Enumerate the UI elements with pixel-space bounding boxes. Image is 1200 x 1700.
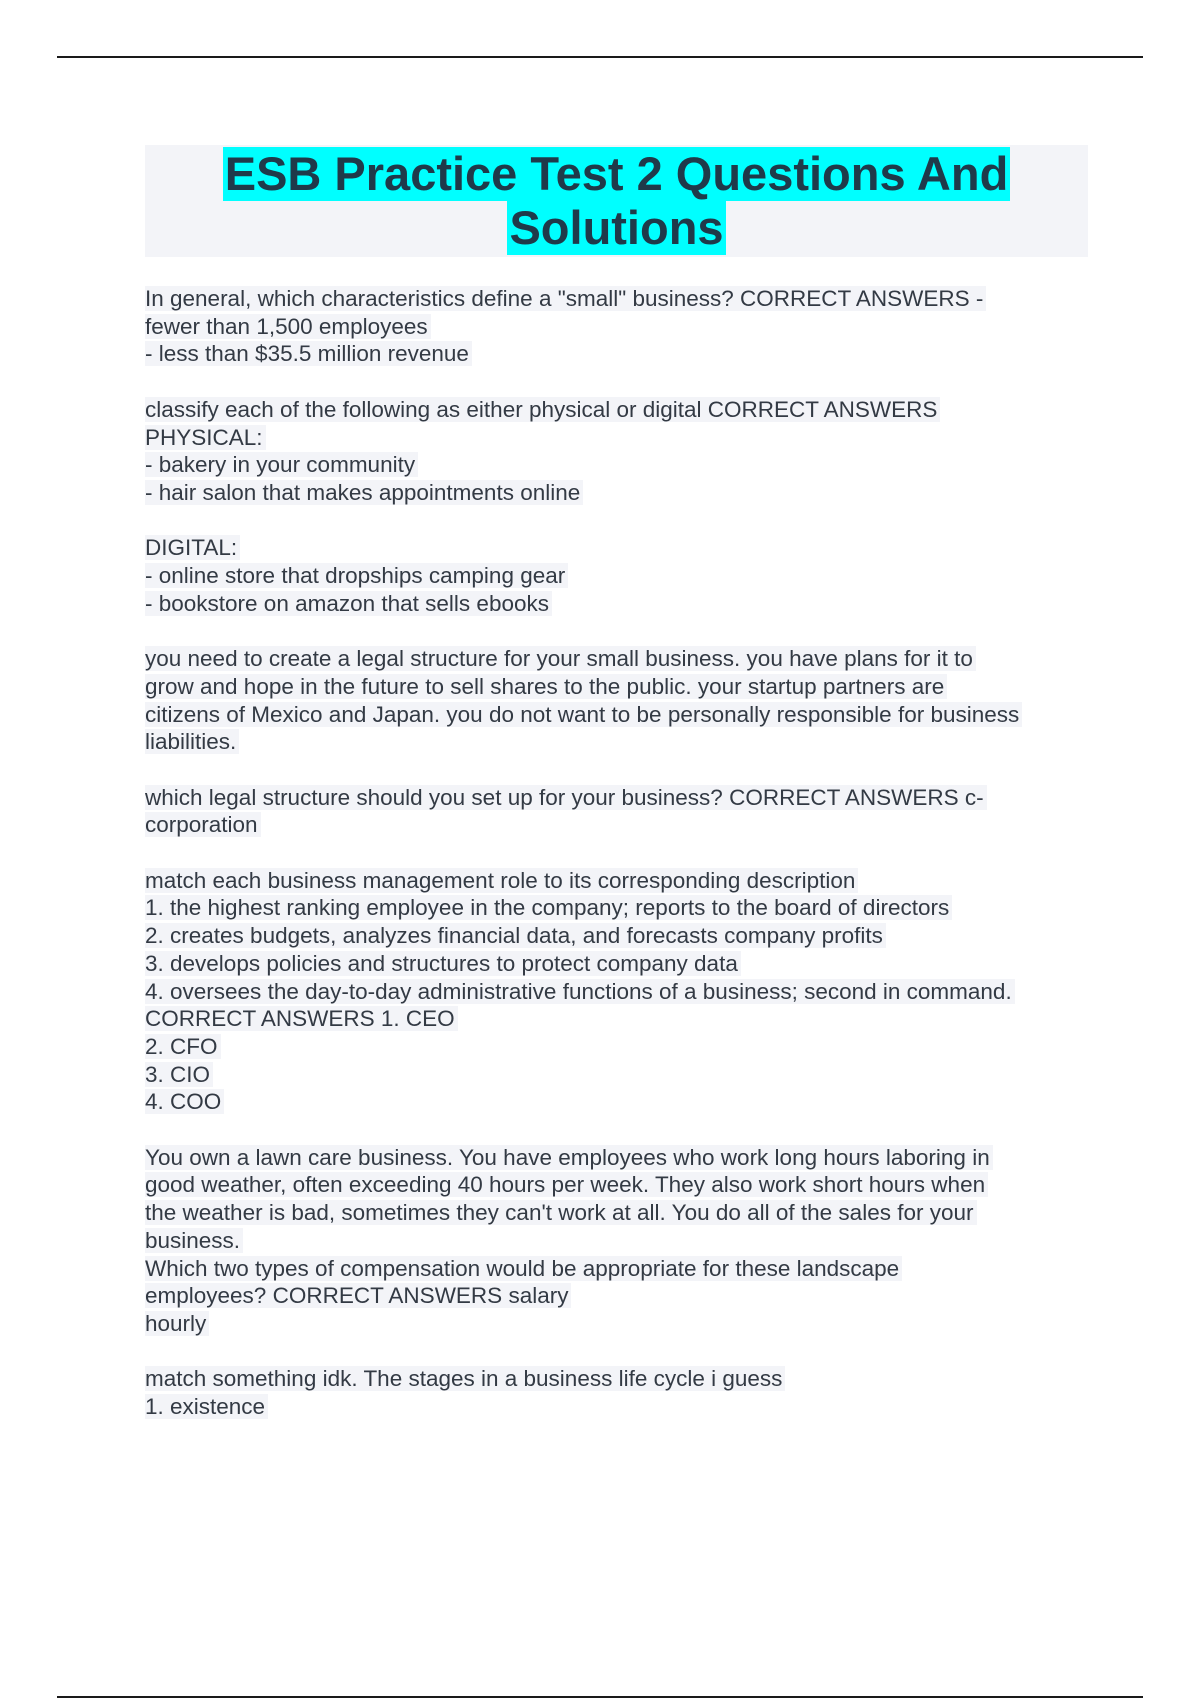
text-line-wrap [145,534,1095,562]
text-line-wrap [145,479,1095,507]
qa-paragraph [145,645,1095,756]
text-line: You own a lawn care business. You have employees who work long hours laboring in [145,1145,993,1170]
text-line: business. [145,1228,243,1253]
text-line-wrap [145,978,1095,1006]
top-rule [57,56,1143,58]
text-line-wrap [145,590,1095,618]
title-line-2-wrap [145,201,1088,255]
text-line: 1. existence [145,1394,268,1419]
text-line: In general, which characteristics define a "small" business? CORRECT ANSWERS - [145,286,986,311]
text-line-wrap [145,340,1095,368]
text-line: Which two types of compensation would be appropriate for these landscape [145,1256,902,1281]
text-line-wrap [145,1255,1095,1283]
text-line-wrap [145,313,1095,341]
text-line: 1. the highest ranking employee in the company; reports to the board of directors [145,895,952,920]
text-line: citizens of Mexico and Japan. you do not want to be personally responsible for business [145,702,1022,727]
text-line-wrap [145,1365,1095,1393]
text-line: the weather is bad, sometimes they can't work at all. You do all of the sales for your [145,1200,977,1225]
text-line: - online store that dropships camping gear [145,563,568,588]
text-line-wrap [145,701,1095,729]
text-line-wrap [145,950,1095,978]
text-line-wrap [145,562,1095,590]
text-line: grow and hope in the future to sell shares to the public. your startup partners are [145,674,947,699]
text-line: classify each of the following as either physical or digital CORRECT ANSWERS [145,397,940,422]
text-line: liabilities. [145,729,239,754]
text-line: match each business management role to its corresponding description [145,868,858,893]
text-line: which legal structure should you set up for your business? CORRECT ANSWERS c- [145,785,987,810]
qa-paragraph [145,534,1095,617]
text-line: PHYSICAL: [145,425,266,450]
text-line: 4. oversees the day-to-day administrative functions of a business; second in command. [145,979,1015,1004]
text-line: - bakery in your community [145,452,418,477]
text-line: good weather, often exceeding 40 hours per week. They also work short hours when [145,1172,988,1197]
text-line-wrap [145,1144,1095,1172]
qa-paragraph [145,784,1095,839]
qa-paragraph [145,1144,1095,1338]
text-line-wrap [145,1171,1095,1199]
title-block [145,145,1088,257]
bottom-rule [57,1696,1143,1698]
title-line-1-wrap [145,145,1088,201]
text-line: employees? CORRECT ANSWERS salary [145,1283,571,1308]
text-line-wrap [145,1227,1095,1255]
text-line-wrap [145,1061,1095,1089]
text-line-wrap [145,922,1095,950]
document-body [145,285,1095,1448]
text-line: 4. COO [145,1089,224,1114]
text-line: CORRECT ANSWERS 1. CEO [145,1006,458,1031]
text-line: - bookstore on amazon that sells ebooks [145,591,552,616]
text-line-wrap [145,1282,1095,1310]
text-line-wrap [145,673,1095,701]
qa-paragraph [145,285,1095,368]
qa-paragraph [145,396,1095,507]
qa-paragraph [145,1365,1095,1420]
text-line: match something idk. The stages in a business life cycle i guess [145,1366,785,1391]
text-line-wrap [145,811,1095,839]
text-line-wrap [145,1005,1095,1033]
page-title-line-2: Solutions [509,201,724,254]
text-line-wrap [145,867,1095,895]
text-line: - less than $35.5 million revenue [145,341,472,366]
text-line: 2. creates budgets, analyzes financial data, and forecasts company profits [145,923,886,948]
text-line: hourly [145,1311,209,1336]
text-line-wrap [145,424,1095,452]
text-line-wrap [145,645,1095,673]
text-line-wrap [145,451,1095,479]
text-line-wrap [145,1199,1095,1227]
text-line: DIGITAL: [145,535,240,560]
text-line-wrap [145,1033,1095,1061]
page-title-line-1: ESB Practice Test 2 Questions And [224,147,1009,200]
text-line-wrap [145,285,1095,313]
text-line-wrap [145,784,1095,812]
text-line-wrap [145,1393,1095,1421]
text-line: corporation [145,812,261,837]
text-line: you need to create a legal structure for your small business. you have plans for it to [145,646,976,671]
text-line: - hair salon that makes appointments online [145,480,583,505]
qa-paragraph [145,867,1095,1116]
text-line-wrap [145,396,1095,424]
text-line-wrap [145,1088,1095,1116]
text-line-wrap [145,1310,1095,1338]
text-line: fewer than 1,500 employees [145,314,431,339]
text-line-wrap [145,894,1095,922]
text-line: 3. develops policies and structures to protect company data [145,951,741,976]
text-line-wrap [145,728,1095,756]
text-line: 3. CIO [145,1062,213,1087]
text-line: 2. CFO [145,1034,221,1059]
